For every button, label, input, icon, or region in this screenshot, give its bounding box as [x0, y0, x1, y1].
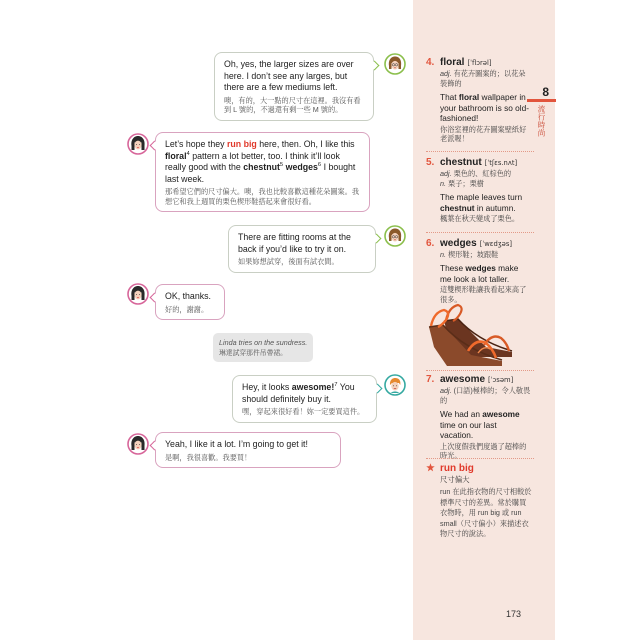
definition: 楔形鞋；坡跟鞋 [448, 250, 499, 259]
vocab-pronunciation: [ˈtʃɛs.nʌt] [484, 159, 518, 167]
example-translation: 你浴室裡的花卉圖案壁紙好老派喔！ [440, 124, 527, 143]
vocab-number: 6. [426, 238, 435, 249]
definition: (口語)極棒的；令人敬畏的 [440, 386, 531, 405]
chapter-title: 流行時尚 [537, 105, 546, 137]
vocab-header [426, 57, 532, 69]
bubble-pointer [150, 141, 160, 151]
text-segment: make me look a lot taller. [440, 263, 519, 284]
text-segment: here, then. Oh, I like this [256, 139, 355, 149]
bubble-chinese-translation: 嘿，穿起來很好看！妳一定要買這件。 [242, 407, 365, 416]
vocab-sense [440, 69, 532, 89]
page-number: 173 [506, 609, 522, 619]
vocab-pronunciation: [ˈflɔrəl] [467, 59, 492, 67]
bubble-english-text [165, 139, 361, 185]
text-segment: These [440, 263, 466, 273]
part-of-speech: adj. [440, 69, 452, 78]
linda-avatar-icon [127, 283, 149, 305]
text-segment: You should definitely buy it. [242, 382, 355, 404]
text-segment: I bought last week. [165, 162, 356, 184]
example-sentence [440, 263, 532, 284]
vocab-word: awesome [440, 374, 486, 385]
text-segment: pattern a lot better, too. I think it’ll look really good with the [165, 150, 340, 172]
vocab-entry-awesome [426, 374, 532, 461]
example-sentence [440, 409, 532, 441]
narration-english-text: Linda tries on the sundress. [219, 338, 308, 347]
vocab-body [426, 169, 532, 224]
bubble-pointer [150, 293, 160, 303]
part-of-speech: adj. [440, 169, 452, 178]
friend-avatar-icon [384, 374, 406, 396]
star-icon [426, 463, 440, 472]
vocab-word: wedges [440, 238, 477, 249]
chapter-number: 8 [542, 85, 549, 99]
bubble-chinese-translation: 是啊，我很喜歡。我要買！ [165, 452, 252, 462]
phrase-note-phrase: run big [440, 463, 474, 474]
vocab-footnote-number: 6 [317, 162, 322, 169]
highlight-phrase: run big [226, 139, 257, 149]
definition: 栗子；栗樹 [448, 179, 484, 188]
text-segment: We had an [440, 409, 483, 419]
vocab-header [426, 374, 532, 386]
divider [426, 151, 534, 152]
bubble-pointer [370, 61, 380, 71]
vocab-footnote-number: 7 [334, 382, 338, 389]
bubble-chinese-translation: 那希望它們的尺寸偏大。噢，我也比較喜歡這種花朵圖案。我想它和我上週買的栗色楔形鞋搭起來會很好看。 [165, 187, 360, 206]
vocab-pronunciation: [ˈɔsəm] [488, 376, 514, 384]
vocab-word: floral [440, 57, 465, 68]
divider [426, 458, 534, 459]
linda-avatar-icon [127, 133, 149, 155]
bubble-english-text [242, 382, 368, 405]
text-segment: wallpaper in your bathroom is so old-fashioned! [440, 92, 530, 123]
text-segment: time on our last vacation. [440, 419, 497, 440]
shop-assistant-avatar-icon [384, 225, 406, 247]
bubble-english-text [165, 291, 216, 303]
part-of-speech: n. [440, 179, 446, 188]
bubble-chinese-translation: 如果妳想試穿，後面有試衣間。 [238, 257, 339, 266]
example-keyword: wedges [465, 263, 496, 273]
vocab-number: 7. [426, 374, 435, 385]
text-segment: Hey, it looks [242, 382, 292, 392]
part-of-speech: n. [440, 250, 446, 259]
vocab-body [426, 386, 532, 461]
bubble-chinese-translation: 好的，謝謝。 [165, 304, 209, 314]
definition: 栗色的、紅棕色的 [453, 169, 512, 178]
vocab-word: chestnut [440, 157, 482, 168]
vocab-number: 5. [426, 157, 435, 168]
vocab-word-highlight: floral [165, 150, 187, 161]
shop-assistant-avatar-icon [384, 53, 406, 75]
example-sentence [440, 92, 532, 124]
phrase-note-header [426, 463, 532, 475]
bubble-english-text [165, 439, 332, 451]
divider [426, 232, 534, 233]
bubble-pointer [372, 234, 382, 244]
vocab-number: 4. [426, 57, 435, 68]
text-segment: Let’s hope they [165, 139, 227, 149]
vocab-pronunciation: [ˈwɛdʒəs] [479, 240, 513, 248]
text-segment: Oh, yes, the larger sizes are over here. I don’t see any larges, but there are a few mediums left. [224, 59, 354, 92]
bubble-pointer [373, 384, 383, 394]
example-translation: 這雙楔形鞋讓我看起來高了很多。 [440, 285, 527, 304]
speech-bubble-linda [155, 432, 341, 468]
text-segment: There are fitting rooms at the back if you’d like to try it on. [238, 232, 351, 254]
text-segment: Yeah, I like it a lot. I’m going to get it! [165, 439, 308, 449]
vocab-header [426, 238, 532, 250]
narration-box [213, 333, 313, 362]
speech-bubble-assistant [228, 225, 376, 273]
speech-bubble-linda [155, 132, 370, 212]
vocab-word-highlight: chestnut [243, 162, 280, 172]
vocab-footnote-number: 5 [279, 162, 284, 169]
example-keyword: floral [458, 92, 480, 102]
bubble-english-text [224, 59, 365, 94]
speech-bubble-assistant [214, 52, 374, 121]
linda-avatar-icon [127, 433, 149, 455]
vocab-sense [440, 169, 532, 179]
text-segment: That [440, 92, 459, 102]
example-keyword: awesome [482, 409, 520, 419]
example-keyword: chestnut [440, 202, 475, 213]
phrase-note-gloss: 尺寸偏大 [440, 475, 470, 484]
phrase-note [426, 463, 532, 540]
vocab-sense [440, 250, 532, 260]
vocab-word-highlight: awesome [291, 382, 332, 392]
text-segment: OK, thanks. [165, 291, 211, 301]
divider [426, 370, 534, 371]
wedge-sandals-photo [426, 303, 514, 367]
vocab-entry-chestnut [426, 157, 532, 224]
example-translation: 楓葉在秋天變成了栗色。 [440, 214, 520, 223]
vocab-entry-wedges [426, 238, 532, 304]
speech-bubble-linda [155, 284, 225, 320]
vocab-entry-floral [426, 57, 532, 144]
text-segment: The maple leaves turn [440, 192, 523, 202]
example-sentence [440, 192, 532, 213]
narration-chinese-translation: 琳達試穿那件吊帶裙。 [219, 349, 287, 357]
phrase-note-body: run 在此指衣物的尺寸相較於標準尺寸的差異。常於購買衣物時，用 run big 或 run small（尺寸偏小）來描述衣物尺寸的說法。 [440, 487, 532, 538]
example-translation: 上次度假我們度過了超棒的時光。 [440, 441, 527, 460]
text-segment: ! [331, 382, 335, 392]
vocab-sense [440, 386, 532, 406]
part-of-speech: adj. [440, 386, 452, 395]
vocab-body [426, 250, 532, 304]
speech-bubble-friend [232, 375, 377, 423]
text-segment: in autumn. [474, 202, 516, 213]
definition: 有花卉圖案的；以花朵裝飾的 [440, 69, 526, 88]
vocab-body [426, 69, 532, 144]
vocab-word-highlight: wedges [285, 162, 318, 172]
bubble-pointer [150, 441, 160, 451]
vocab-header [426, 157, 532, 169]
bubble-english-text [238, 232, 367, 255]
vocab-footnote-number: 4 [186, 150, 190, 157]
vocab-sense [440, 179, 532, 189]
bubble-chinese-translation: 噢，有的，大一點的尺寸在這裡。我沒有看到 L 號的，不過還有剩一些 M 號的。 [224, 95, 361, 114]
